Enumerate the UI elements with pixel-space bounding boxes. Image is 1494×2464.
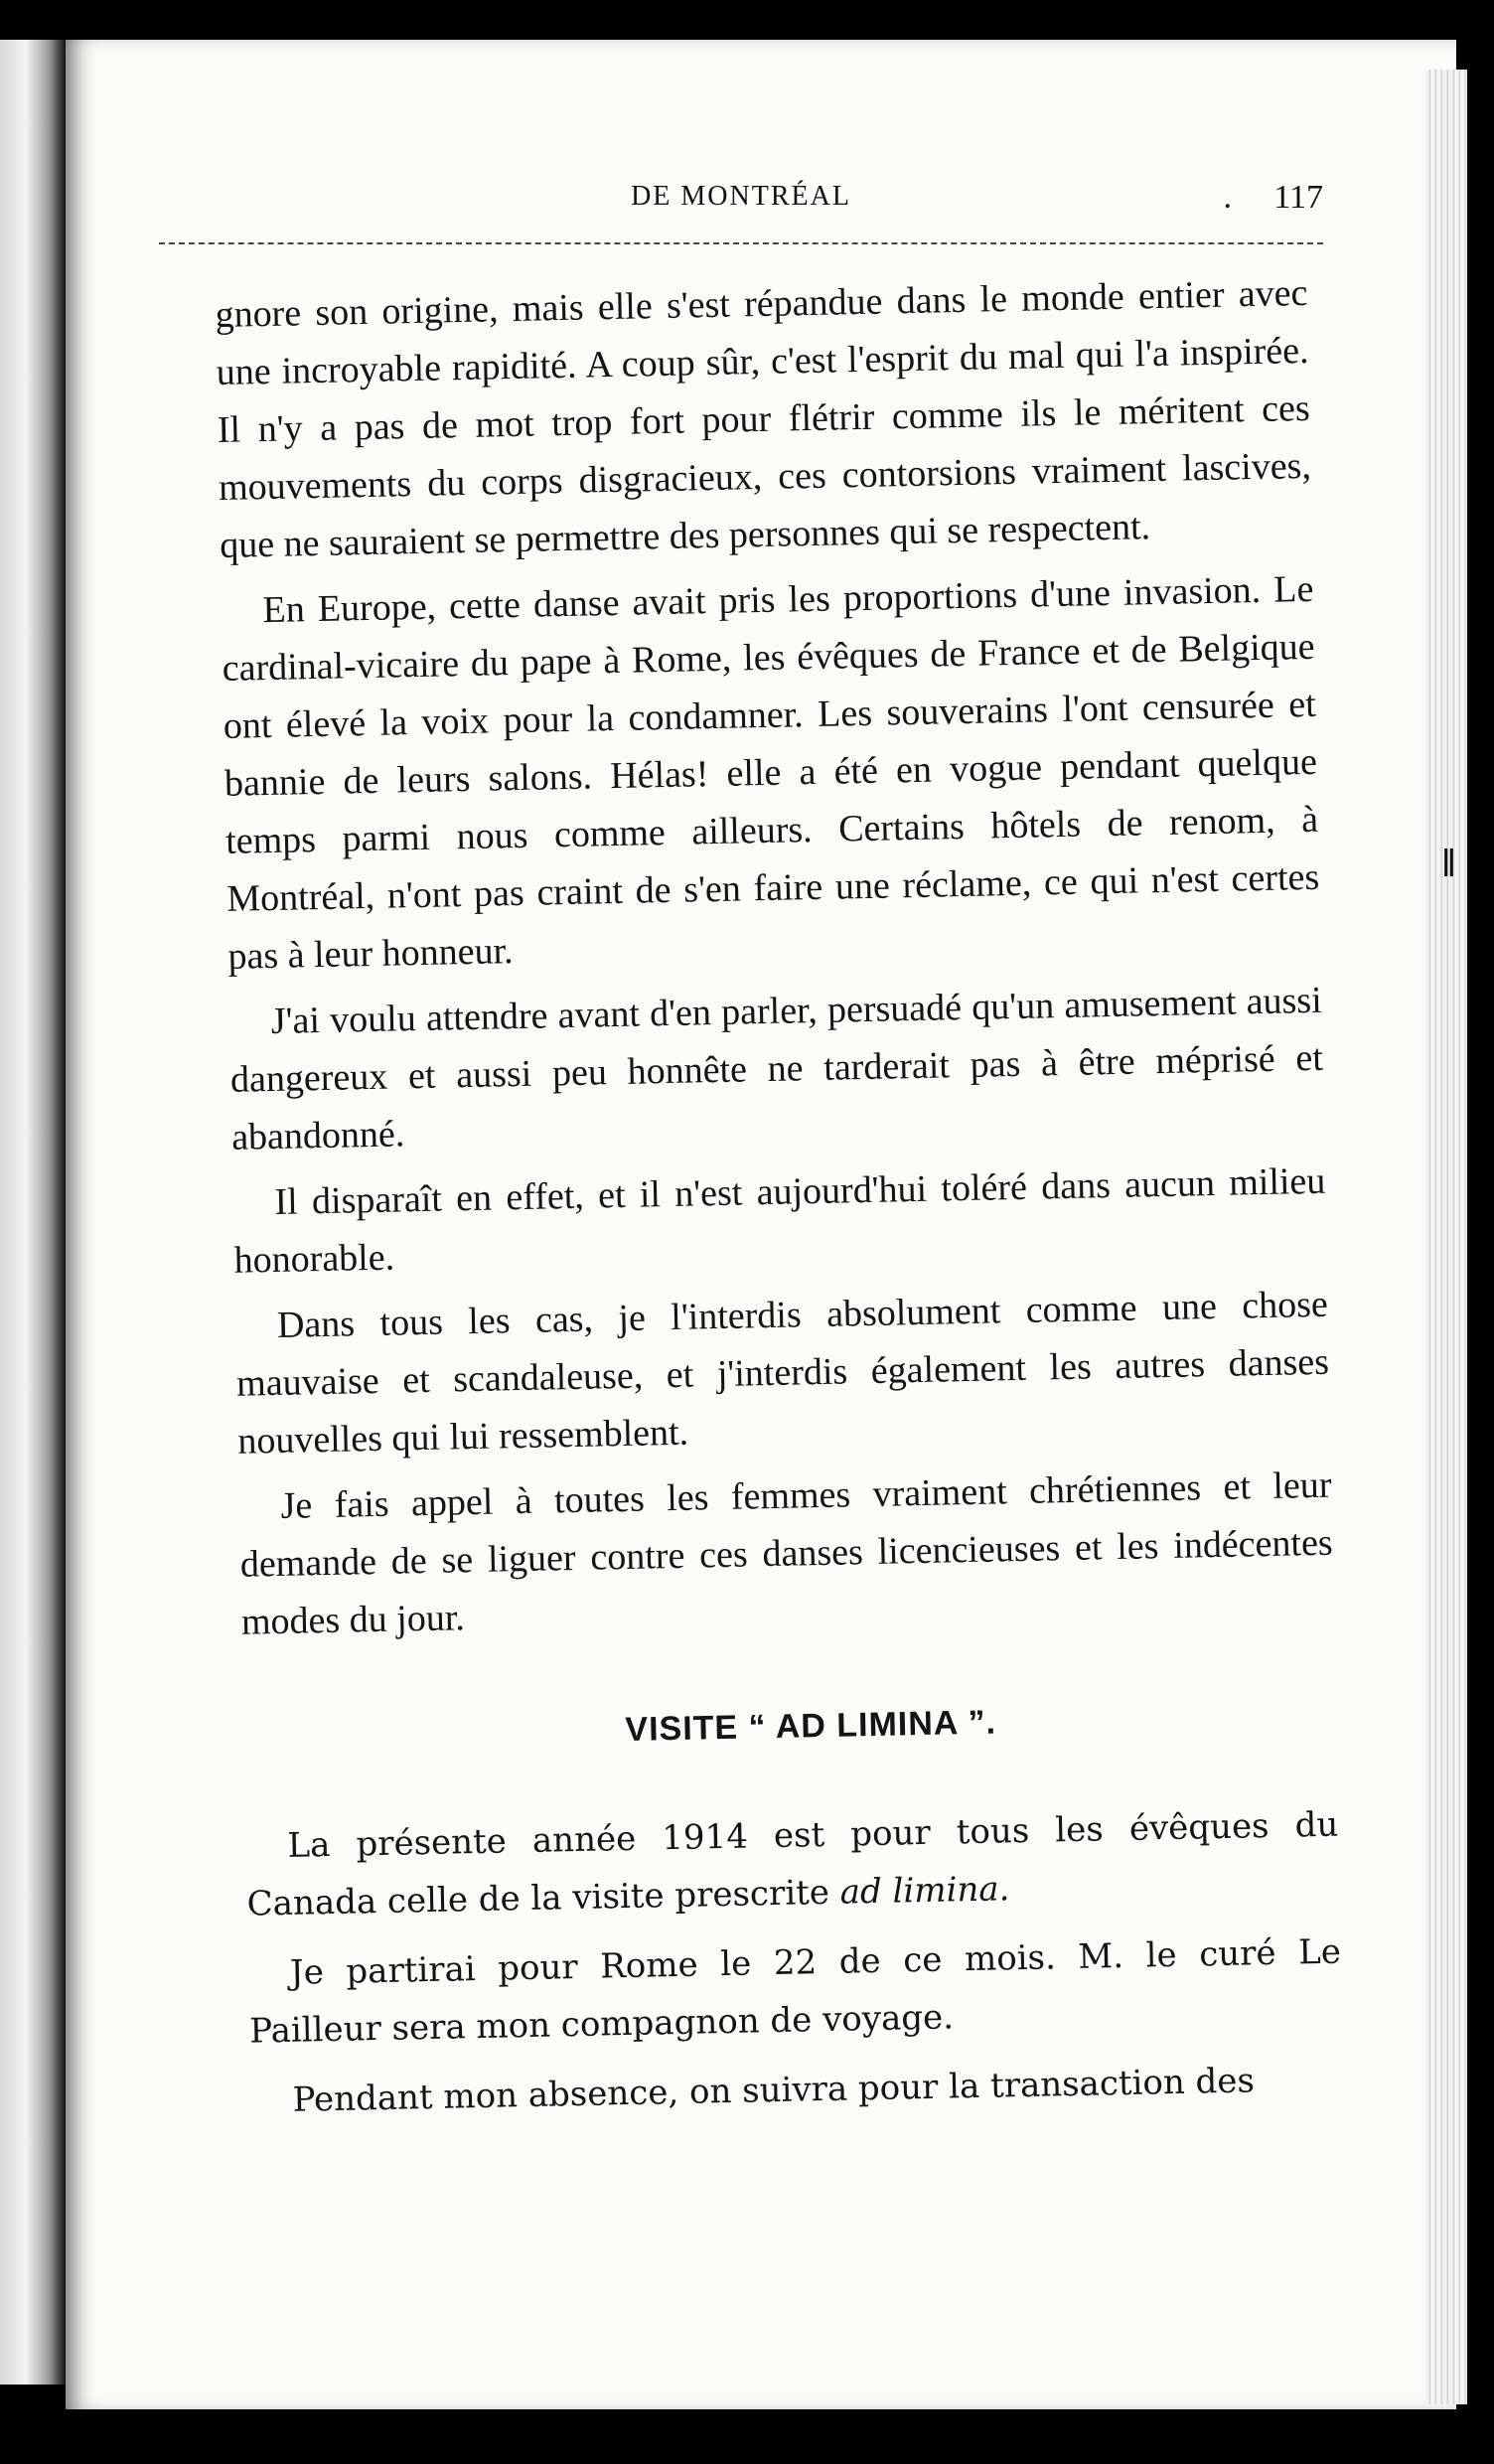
paragraph: En Europe, cette danse avait pris les proportions d'une invasion. Le cardinal-vicaire du pape à Rome, les évêques de France et de Belgique ont élevé la voix pour la condamner. Les souverains l'ont censurée et bannie de leurs salons. Hélas! elle a été en vogue pendant quelque temps parmi nous comme ailleurs. Certains hôtels de renom, à Montréal, n'ont pas craint de s'en faire une réclame, ce qui n'est certes pas à leur honneur.: [222, 567, 1320, 978]
paragraph: [245, 1796, 1340, 1933]
paragraph: Je fais appel à toutes les femmes vraiment chrétiennes et leur demande de se liguer contre ces danses licencieuses et les indécentes modes du jour.: [239, 1463, 1334, 1643]
paragraph: Il disparaît en effet, et il n'est aujourd'hui toléré dans aucun milieu honorable.: [233, 1159, 1326, 1282]
paragraph-text: La présente année 1914 est pour tous les évêques du Canada celle de la visite prescrite: [246, 1804, 1339, 1925]
page-number: 117: [1273, 179, 1323, 216]
italic-term: ad limina.: [839, 1869, 1010, 1913]
paragraph: Dans tous les cas, je l'interdis absolument comme une chose mauvaise et scandaleuse, et j'interdis également les autres danses nouvelles qui lui ressemblent.: [235, 1283, 1330, 1463]
page-body: [215, 264, 1344, 2142]
paragraph: Je partirai pour Rome le 22 de ce mois. M. le curé Le Pailleur sera mon compagnon de voyage.: [248, 1931, 1342, 2052]
running-head-dot: .: [1223, 179, 1232, 216]
header-rule: [159, 242, 1323, 244]
section-heading: VISITE “ AD LIMINA ”.: [625, 1703, 997, 1749]
running-head: [159, 181, 1323, 231]
margin-mark: ‖: [1442, 841, 1455, 885]
paragraph: Pendant mon absence, on suivra pour la transaction des: [292, 2061, 1256, 2120]
running-head-title: DE MONTRÉAL: [631, 181, 851, 212]
paragraph: gnore son origine, mais elle s'est répandue dans le monde entier avec une incroyable rapidité. A coup sûr, c'est l'esprit du mal qui l'a inspirée. Il n'y a pas de mot trop fort pour flétrir comme ils le méritent ces mouvements du corps disgracieux, ces contorsions vraiment lascives, que ne sauraient se permettre des personnes qui se respectent.: [215, 271, 1312, 566]
paragraph: J'ai voulu attendre avant d'en parler, persuadé qu'un amusement aussi dangereux et aussi peu honnête ne tarderait pas à être méprisé et abandonné.: [229, 979, 1324, 1158]
facing-page-edge: [0, 40, 66, 2385]
section-body: [245, 1796, 1344, 2130]
page-stack-edge: [1425, 70, 1467, 2404]
